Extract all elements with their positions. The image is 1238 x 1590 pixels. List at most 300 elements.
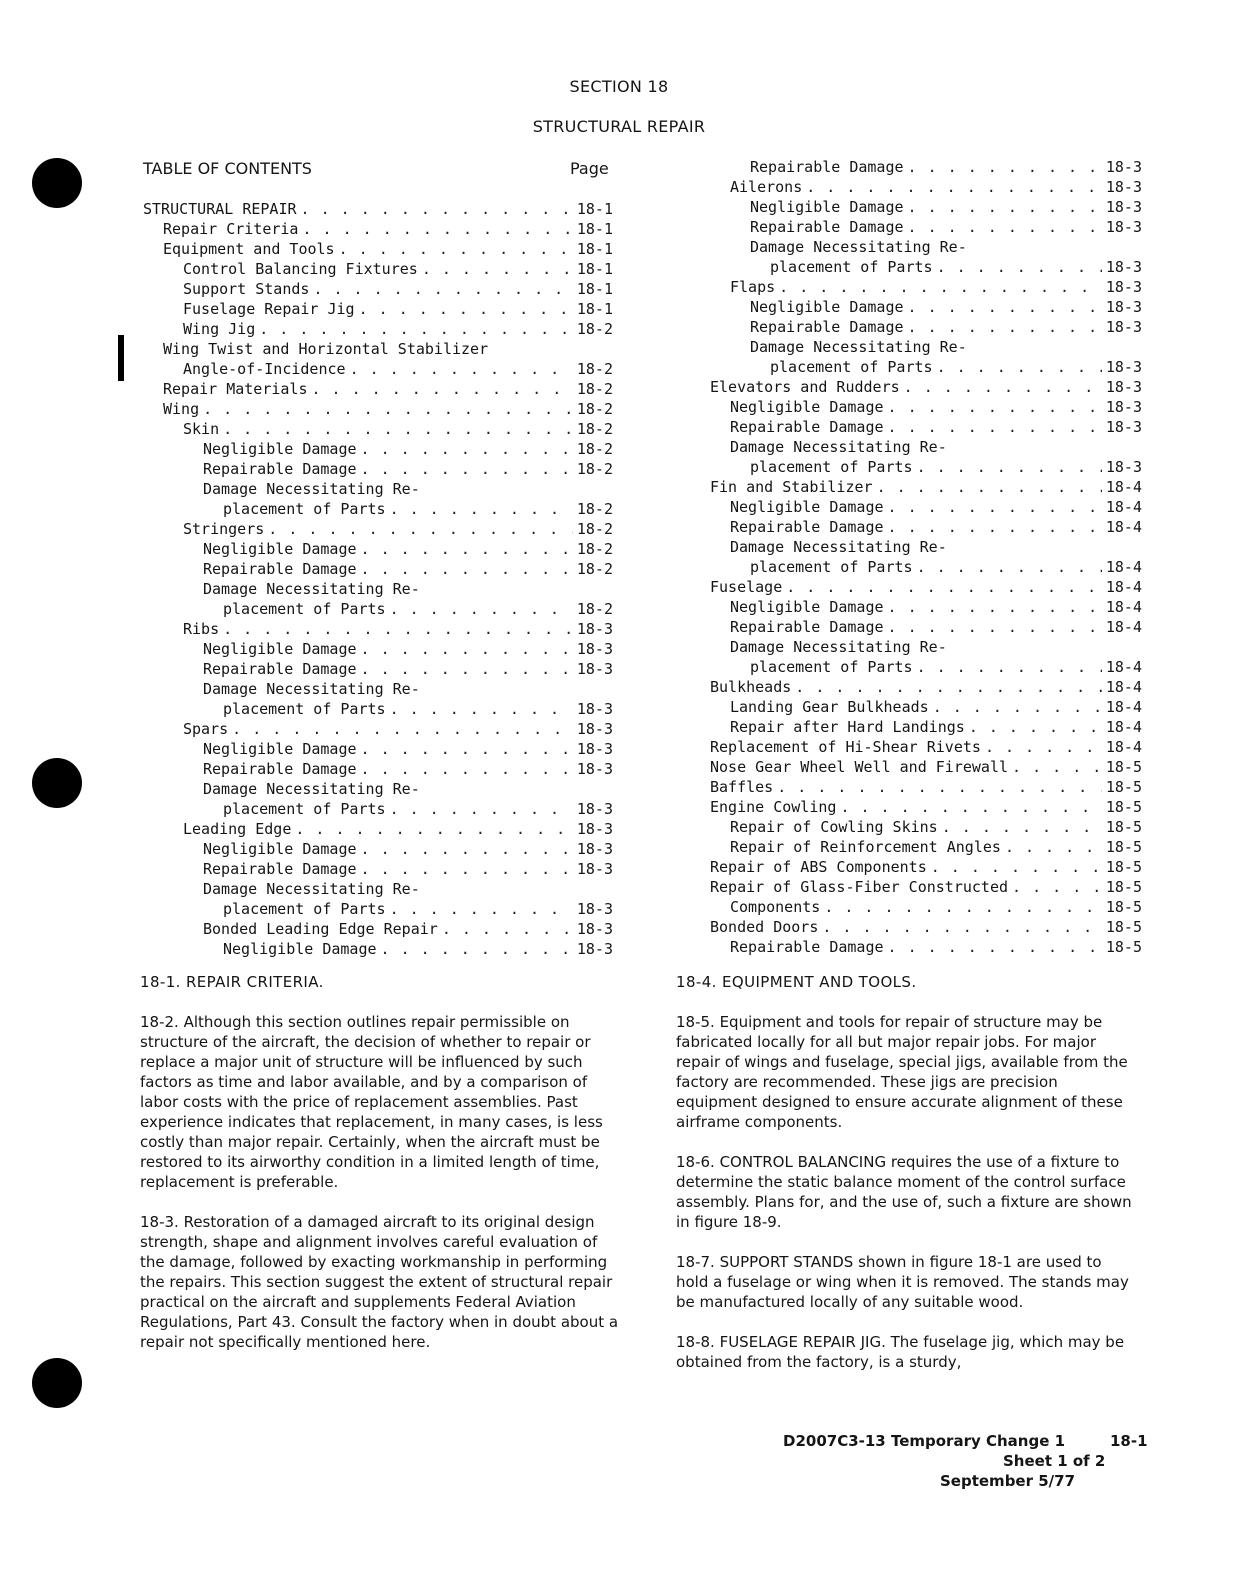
binder-hole-top (32, 158, 82, 208)
toc-entry-label: placement of Parts (750, 458, 913, 476)
toc-entry-page: 18-3 (576, 620, 613, 638)
toc-entry (710, 857, 1142, 877)
toc-entry-label: Baffles (710, 778, 774, 796)
toc-entry-page: 18-5 (1105, 838, 1142, 856)
toc-leader-dots (888, 397, 1102, 417)
toc-entry (143, 899, 613, 919)
section-subtitle: STRUCTURAL REPAIR (532, 117, 706, 136)
toc-entry-label: Damage Necessitating Re- (203, 880, 420, 898)
toc-leader-dots (361, 559, 573, 579)
toc-entry-page: 18-3 (576, 740, 613, 758)
toc-entry-page: 18-3 (576, 640, 613, 658)
toc-entry-page: 18-3 (576, 720, 613, 738)
binder-hole-bottom (32, 1358, 82, 1408)
toc-entry-page: 18-3 (576, 920, 613, 938)
toc-entry (143, 739, 613, 759)
toc-entry (143, 419, 613, 439)
toc-entry-page: 18-3 (1105, 318, 1142, 336)
toc-leader-dots (361, 739, 573, 759)
toc-entry-page: 18-4 (1105, 478, 1142, 496)
toc-entry-page: 18-3 (1105, 418, 1142, 436)
toc-entry-label: Damage Necessitating Re- (203, 480, 420, 498)
toc-entry (143, 459, 613, 479)
toc-leader-dots (361, 539, 573, 559)
toc-leader-dots (795, 677, 1102, 697)
toc-entry-label: Wing Jig (183, 320, 256, 338)
toc-entry-page: 18-1 (576, 300, 613, 318)
toc-leader-dots (908, 157, 1102, 177)
toc-entry-label: Angle-of-Incidence (183, 360, 346, 378)
toc-entry (710, 797, 1142, 817)
toc-entry (143, 499, 613, 519)
toc-entry (710, 577, 1142, 597)
toc-entry-label: Damage Necessitating Re- (750, 238, 967, 256)
toc-leader-dots (223, 619, 573, 639)
page-number: 18-1 (1110, 1432, 1148, 1450)
toc-entry-page: 18-4 (1105, 658, 1142, 676)
toc-entry-label: Negligible Damage (730, 398, 884, 416)
toc-entry-label: Fuselage (710, 578, 783, 596)
issue-date: September 5/77 (940, 1472, 1076, 1490)
toc-leader-dots (268, 519, 573, 539)
toc-entry-label: Damage Necessitating Re- (750, 338, 967, 356)
toc-entry-label: Repairable Damage (730, 518, 884, 536)
body-paragraph: 18-6. CONTROL BALANCING requires the use of a fixture to determine the static balance moment of the control surface assembly. Plans for, and the use of, such a fixture are shown in figure 18-9. (676, 1153, 1132, 1231)
body-paragraph: 18-5. Equipment and tools for repair of structure may be fabricated locally for all but major repair jobs. For major repair of wings and fuselage, special jigs, available from the factory are recommended. These jigs are precision equipment designed to ensure accurate alignment of these airframe components. (676, 1013, 1128, 1131)
body-paragraph: 18-3. Restoration of a damaged aircraft to its original design strength, shape and alignment involves careful evaluation of the damage, followed by exacting workmanship in performing the repairs. This section suggest the extent of structural repair practical on the aircraft and supplements Federal Aviation Regulations, Part 43. Consult the factory when in doubt about a repair not specifically mentioned here. (140, 1213, 619, 1351)
toc-entry-label: Equipment and Tools (163, 240, 335, 258)
toc-entry-page: 18-3 (1105, 378, 1142, 396)
toc-entry-page: 18-4 (1105, 678, 1142, 696)
toc-entry-label: Bulkheads (710, 678, 792, 696)
toc-leader-dots (1005, 837, 1102, 857)
toc-entry-label: placement of Parts (223, 900, 386, 918)
toc-leader-dots (888, 597, 1102, 617)
toc-entry-page: 18-2 (576, 440, 613, 458)
toc-entry-label: placement of Parts (223, 600, 386, 618)
paragraph-heading: 18-1. REPAIR CRITERIA. (140, 973, 324, 991)
toc-entry-page: 18-5 (1105, 778, 1142, 796)
toc-leader-dots (302, 219, 572, 239)
body-paragraph: 18-7. SUPPORT STANDS shown in figure 18-1 are used to hold a fuselage or wing when it is removed. The stands may be manufactured locally of any suitable wood. (676, 1253, 1129, 1311)
toc-entry-page: 18-5 (1105, 918, 1142, 936)
toc-entry-label: Repair after Hard Landings (730, 718, 965, 736)
toc-entry-page: 18-3 (576, 840, 613, 858)
toc-entry (710, 337, 1142, 357)
toc-entry-page: 18-2 (576, 380, 613, 398)
toc-entry-page: 18-3 (1105, 218, 1142, 236)
toc-leader-dots (390, 499, 573, 519)
toc-entry-label: Components (730, 898, 821, 916)
toc-leader-dots (361, 459, 573, 479)
toc-entry (143, 639, 613, 659)
toc-leader-dots (908, 297, 1102, 317)
toc-entry-label: Repair of Cowling Skins (730, 818, 938, 836)
toc-leader-dots (786, 577, 1102, 597)
toc-entry (143, 799, 613, 819)
toc-entry-label: placement of Parts (770, 358, 933, 376)
toc-entry (710, 897, 1142, 917)
toc-entry-label: Bonded Doors (710, 918, 819, 936)
toc-entry (710, 297, 1142, 317)
toc-entry-label: Negligible Damage (203, 640, 357, 658)
toc-leader-dots (259, 319, 573, 339)
toc-entry (710, 837, 1142, 857)
toc-entry (710, 537, 1142, 557)
toc-entry-page: 18-1 (576, 240, 613, 258)
toc-leader-dots (937, 257, 1102, 277)
toc-entry-page: 18-5 (1105, 818, 1142, 836)
toc-entry-label: Replacement of Hi-Shear Rivets (710, 738, 981, 756)
toc-entry-page: 18-2 (576, 600, 613, 618)
toc-leader-dots (877, 477, 1102, 497)
toc-entry-label: placement of Parts (750, 558, 913, 576)
toc-entry-label: Repair Criteria (163, 220, 299, 238)
toc-entry-label: Ribs (183, 620, 220, 638)
toc-entry-label: Damage Necessitating Re- (730, 538, 947, 556)
toc-leader-dots (1012, 757, 1102, 777)
toc-entry-page: 18-2 (576, 400, 613, 418)
toc-entry-page: 18-3 (1105, 278, 1142, 296)
toc-leader-dots (985, 737, 1102, 757)
toc-leader-dots (295, 819, 573, 839)
toc-entry-label: placement of Parts (223, 500, 386, 518)
toc-leader-dots (359, 299, 573, 319)
toc-entry-page: 18-3 (1105, 358, 1142, 376)
toc-leader-dots (904, 377, 1102, 397)
toc-entry-label: STRUCTURAL REPAIR (143, 200, 297, 218)
toc-leader-dots (933, 697, 1102, 717)
toc-entry (143, 619, 613, 639)
change-bar (118, 335, 124, 381)
toc-entry (710, 417, 1142, 437)
toc-entry-label: Landing Gear Bulkheads (730, 698, 929, 716)
toc-entry-page: 18-5 (1105, 798, 1142, 816)
toc-leader-dots (442, 919, 573, 939)
toc-entry-page: 18-3 (1105, 398, 1142, 416)
toc-entry-label: placement of Parts (223, 700, 386, 718)
toc-entry-page: 18-2 (576, 320, 613, 338)
toc-entry-label: Wing Twist and Horizontal Stabilizer (163, 340, 489, 358)
toc-leader-dots (931, 857, 1102, 877)
toc-entry-page: 18-2 (576, 500, 613, 518)
toc-entry (710, 557, 1142, 577)
toc-entry (143, 559, 613, 579)
toc-entry-label: Fin and Stabilizer (710, 478, 873, 496)
toc-entry (710, 617, 1142, 637)
toc-entry-page: 18-3 (576, 760, 613, 778)
toc-leader-dots (390, 899, 573, 919)
toc-entry-page: 18-5 (1105, 898, 1142, 916)
toc-entry-page: 18-3 (1105, 198, 1142, 216)
toc-entry-label: Support Stands (183, 280, 310, 298)
toc-entry-label: Negligible Damage (223, 940, 377, 958)
toc-leader-dots (942, 817, 1102, 837)
toc-entry-label: Engine Cowling (710, 798, 837, 816)
toc-entry-label: Damage Necessitating Re- (203, 580, 420, 598)
toc-entry-page: 18-2 (576, 520, 613, 538)
toc-entry (143, 239, 613, 259)
toc-leader-dots (822, 917, 1102, 937)
toc-leader-dots (232, 719, 573, 739)
toc-entry-label: Repairable Damage (750, 158, 904, 176)
toc-entry-page: 18-2 (576, 540, 613, 558)
toc-entry-page: 18-4 (1105, 718, 1142, 736)
toc-entry-label: Repair of ABS Components (710, 858, 927, 876)
toc-entry-page: 18-3 (1105, 158, 1142, 176)
toc-leader-dots (223, 419, 573, 439)
toc-entry-label: Negligible Damage (203, 440, 357, 458)
toc-entry (143, 779, 613, 799)
toc-entry-label: Repairable Damage (203, 860, 357, 878)
toc-leader-dots (917, 657, 1102, 677)
toc-entry-label: Leading Edge (183, 820, 292, 838)
toc-leader-dots (777, 777, 1102, 797)
toc-entry-label: Repairable Damage (203, 460, 357, 478)
toc-entry (143, 759, 613, 779)
toc-leader-dots (301, 199, 573, 219)
toc-leader-dots (390, 699, 573, 719)
toc-entry-page: 18-3 (576, 820, 613, 838)
toc-leader-dots (361, 859, 573, 879)
toc-entry-label: Repairable Damage (203, 560, 357, 578)
toc-entry-page: 18-3 (1105, 458, 1142, 476)
toc-leader-dots (361, 639, 573, 659)
body-left-column (140, 972, 620, 1372)
toc-entry (710, 197, 1142, 217)
toc-entry-page: 18-2 (576, 560, 613, 578)
toc-entry (143, 859, 613, 879)
toc-entry-label: Damage Necessitating Re- (203, 780, 420, 798)
toc-entry-label: Fuselage Repair Jig (183, 300, 355, 318)
toc-leader-dots (203, 399, 573, 419)
toc-entry (710, 657, 1142, 677)
body-paragraph: 18-8. FUSELAGE REPAIR JIG. The fuselage jig, which may be obtained from the factory, is a sturdy, (676, 1333, 1125, 1371)
toc-entry (710, 777, 1142, 797)
toc-left-column (143, 199, 613, 959)
toc-entry-page: 18-4 (1105, 558, 1142, 576)
toc-entry (143, 439, 613, 459)
toc-leader-dots (779, 277, 1102, 297)
toc-entry-label: Nose Gear Wheel Well and Firewall (710, 758, 1009, 776)
toc-entry (710, 917, 1142, 937)
toc-leader-dots (381, 939, 573, 959)
toc-entry-page: 18-5 (1105, 878, 1142, 896)
toc-entry-page: 18-5 (1105, 858, 1142, 876)
toc-entry (143, 839, 613, 859)
toc-entry (710, 357, 1142, 377)
toc-entry-label: Damage Necessitating Re- (730, 638, 947, 656)
toc-leader-dots (422, 259, 573, 279)
toc-entry-page: 18-5 (1105, 758, 1142, 776)
toc-entry-label: Elevators and Rudders (710, 378, 900, 396)
toc-entry-page: 18-3 (1105, 178, 1142, 196)
toc-entry-page: 18-3 (576, 660, 613, 678)
toc-entry-page: 18-3 (576, 800, 613, 818)
toc-entry-label: Repairable Damage (203, 760, 357, 778)
toc-entry-page: 18-1 (576, 260, 613, 278)
toc-entry-label: Repair of Reinforcement Angles (730, 838, 1001, 856)
toc-entry-page: 18-1 (576, 200, 613, 218)
toc-entry (143, 699, 613, 719)
toc-entry (710, 637, 1142, 657)
toc-entry (143, 879, 613, 899)
toc-entry (710, 277, 1142, 297)
toc-entry-page: 18-4 (1105, 618, 1142, 636)
toc-entry-page: 18-3 (1105, 258, 1142, 276)
toc-entry-label: Negligible Damage (203, 540, 357, 558)
toc-entry-label: Negligible Damage (750, 198, 904, 216)
toc-entry-label: placement of Parts (750, 658, 913, 676)
toc-entry (143, 939, 613, 959)
toc-entry-page: 18-3 (576, 700, 613, 718)
toc-entry (143, 519, 613, 539)
toc-leader-dots (361, 839, 573, 859)
toc-leader-dots (888, 617, 1102, 637)
toc-entry (710, 257, 1142, 277)
document-reference: D2007C3-13 Temporary Change 1 (783, 1432, 1066, 1450)
toc-entry-label: Stringers (183, 520, 265, 538)
toc-entry-page: 18-4 (1105, 518, 1142, 536)
toc-leader-dots (908, 217, 1102, 237)
toc-entry-label: Negligible Damage (203, 740, 357, 758)
toc-entry (710, 877, 1142, 897)
toc-leader-dots (312, 379, 573, 399)
toc-leader-dots (361, 439, 573, 459)
toc-entry-page: 18-5 (1105, 938, 1142, 956)
toc-entry-page: 18-1 (576, 220, 613, 238)
toc-leader-dots (1012, 877, 1102, 897)
toc-entry-page: 18-2 (576, 420, 613, 438)
toc-entry (710, 517, 1142, 537)
toc-entry (710, 157, 1142, 177)
paragraph-heading: 18-4. EQUIPMENT AND TOOLS. (676, 973, 917, 991)
toc-entry (710, 397, 1142, 417)
toc-page-label: Page (570, 159, 609, 178)
toc-entry-page: 18-4 (1105, 498, 1142, 516)
toc-leader-dots (937, 357, 1102, 377)
toc-leader-dots (840, 797, 1101, 817)
toc-entry-page: 18-3 (576, 860, 613, 878)
toc-entry (143, 219, 613, 239)
toc-entry-label: Wing (163, 400, 200, 418)
toc-entry (143, 479, 613, 499)
toc-entry-page: 18-2 (576, 360, 613, 378)
toc-entry-page: 18-4 (1105, 578, 1142, 596)
toc-entry-label: Spars (183, 720, 229, 738)
toc-leader-dots (361, 759, 573, 779)
body-paragraph: 18-2. Although this section outlines repair permissible on structure of the aircraft, the decision of whether to repair or replace a major unit of structure will be influenced by such factors as time and labor available, and by a comparison of labor costs with the price of replacement assemblies. Past experience indicates that replacement, in many cases, is less costly than major repair. Certainly, when the aircraft must be restored to its airworthy condition in a limited length of time, replacement is preferable. (140, 1013, 603, 1191)
toc-entry (710, 937, 1142, 957)
toc-entry-page: 18-3 (1105, 298, 1142, 316)
toc-entry (143, 279, 613, 299)
toc-entry (143, 539, 613, 559)
toc-entry (710, 497, 1142, 517)
toc-leader-dots (888, 417, 1102, 437)
toc-leader-dots (824, 897, 1102, 917)
toc-entry (143, 379, 613, 399)
toc-entry (710, 317, 1142, 337)
toc-entry (710, 477, 1142, 497)
toc-entry (710, 437, 1142, 457)
toc-entry (143, 599, 613, 619)
toc-leader-dots (390, 599, 573, 619)
toc-entry-page: 18-3 (576, 940, 613, 958)
toc-entry (710, 697, 1142, 717)
toc-entry (143, 719, 613, 739)
toc-leader-dots (969, 717, 1102, 737)
toc-leader-dots (806, 177, 1102, 197)
toc-leader-dots (361, 659, 573, 679)
toc-entry (710, 817, 1142, 837)
toc-entry-label: Negligible Damage (203, 840, 357, 858)
toc-entry (143, 319, 613, 339)
toc-leader-dots (888, 497, 1102, 517)
toc-entry (143, 259, 613, 279)
toc-entry-label: Control Balancing Fixtures (183, 260, 418, 278)
toc-entry (143, 399, 613, 419)
binder-hole-middle (32, 758, 82, 808)
toc-entry-label: Repairable Damage (203, 660, 357, 678)
toc-entry (143, 579, 613, 599)
toc-entry-page: 18-4 (1105, 698, 1142, 716)
toc-entry (143, 199, 613, 219)
toc-entry-label: placement of Parts (223, 800, 386, 818)
toc-entry (143, 359, 613, 379)
toc-entry (143, 299, 613, 319)
toc-heading: TABLE OF CONTENTS (143, 159, 312, 178)
toc-leader-dots (313, 279, 572, 299)
toc-entry-label: Repairable Damage (750, 318, 904, 336)
toc-entry-label: Repairable Damage (730, 618, 884, 636)
toc-entry-label: Negligible Damage (730, 598, 884, 616)
toc-entry (143, 819, 613, 839)
toc-right-column (710, 157, 1142, 957)
toc-leader-dots (888, 517, 1102, 537)
toc-entry (710, 737, 1142, 757)
toc-entry-label: Repair Materials (163, 380, 308, 398)
toc-entry-label: Repairable Damage (750, 218, 904, 236)
toc-entry-label: Negligible Damage (750, 298, 904, 316)
body-right-column (676, 972, 1138, 1392)
toc-entry-label: Repair of Glass-Fiber Constructed (710, 878, 1009, 896)
toc-entry (710, 457, 1142, 477)
toc-entry-page: 18-2 (576, 460, 613, 478)
sheet-label: Sheet 1 of 2 (1003, 1452, 1106, 1470)
toc-entry (143, 659, 613, 679)
toc-entry-label: Negligible Damage (730, 498, 884, 516)
toc-entry-page: 18-3 (576, 900, 613, 918)
toc-entry-page: 18-4 (1105, 598, 1142, 616)
toc-entry-label: Damage Necessitating Re- (730, 438, 947, 456)
toc-leader-dots (350, 359, 573, 379)
toc-leader-dots (908, 197, 1102, 217)
toc-entry (710, 717, 1142, 737)
toc-entry (710, 677, 1142, 697)
toc-entry-label: Repairable Damage (730, 938, 884, 956)
toc-entry (710, 757, 1142, 777)
toc-leader-dots (917, 557, 1102, 577)
toc-entry-page: 18-4 (1105, 738, 1142, 756)
toc-entry-label: Repairable Damage (730, 418, 884, 436)
toc-entry (710, 177, 1142, 197)
toc-leader-dots (888, 937, 1102, 957)
toc-leader-dots (917, 457, 1102, 477)
toc-entry (143, 919, 613, 939)
toc-entry-label: Flaps (730, 278, 776, 296)
toc-leader-dots (908, 317, 1102, 337)
toc-entry-label: Skin (183, 420, 220, 438)
